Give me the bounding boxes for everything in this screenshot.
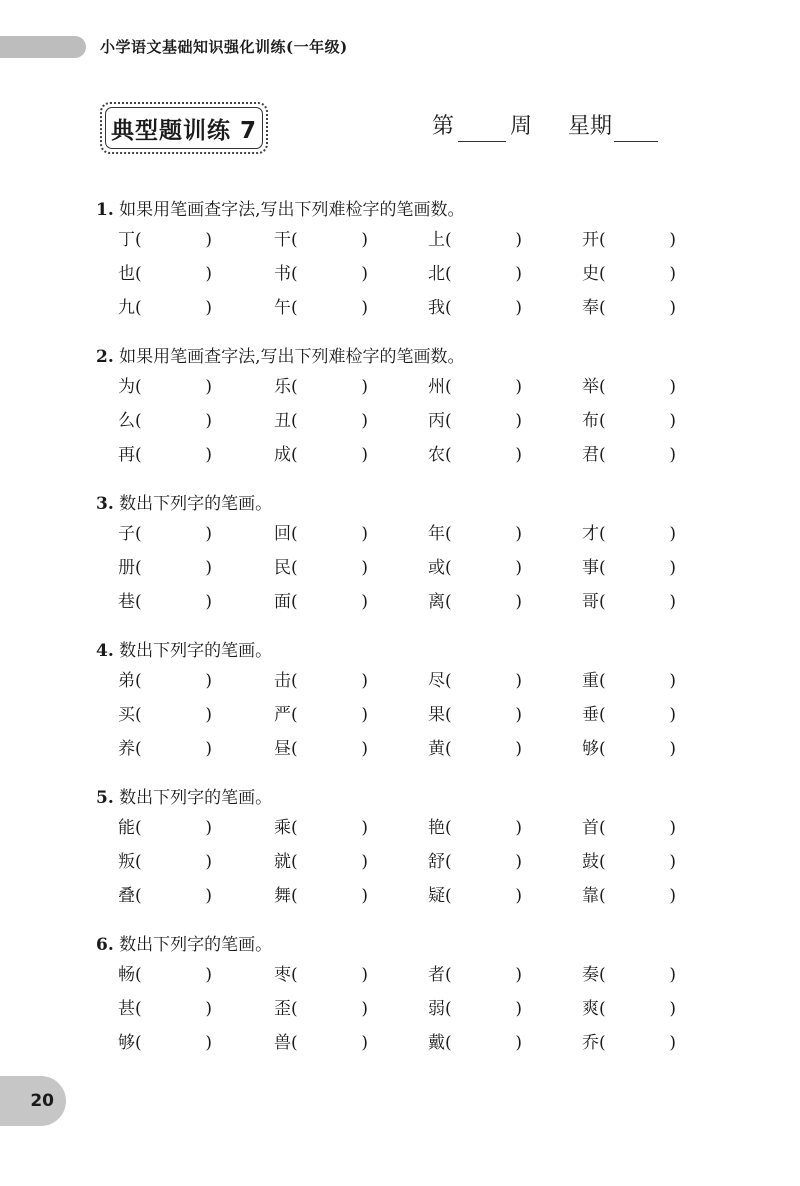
close-paren: ) [361, 230, 368, 250]
close-paren: ) [515, 1033, 522, 1053]
character-label: 么( [118, 411, 142, 431]
exercise-title-box [100, 102, 268, 154]
close-paren: ) [205, 445, 212, 465]
question-prompt [96, 639, 696, 663]
stroke-count-answer-field[interactable] [428, 703, 522, 727]
close-paren: ) [669, 739, 676, 759]
character-label: 就( [274, 852, 298, 872]
close-paren: ) [515, 524, 522, 544]
character-label: 鼓( [582, 852, 606, 872]
stroke-count-answer-field[interactable] [118, 884, 212, 908]
page-number: 20 [0, 1076, 66, 1126]
stroke-count-answer-field[interactable] [582, 590, 676, 614]
close-paren: ) [515, 445, 522, 465]
character-label: 戴( [428, 1033, 452, 1053]
question-number: 5. [96, 788, 114, 808]
stroke-count-answer-field[interactable] [274, 816, 368, 840]
stroke-count-answer-field[interactable] [428, 963, 522, 987]
close-paren: ) [205, 592, 212, 612]
character-label: 哥( [582, 592, 606, 612]
close-paren: ) [669, 411, 676, 431]
stroke-count-answer-field[interactable] [582, 409, 676, 433]
stroke-count-answer-field[interactable] [118, 703, 212, 727]
close-paren: ) [669, 852, 676, 872]
character-label: 北( [428, 264, 452, 284]
close-paren: ) [205, 264, 212, 284]
character-row [96, 403, 696, 437]
character-row [96, 663, 696, 697]
close-paren: ) [515, 965, 522, 985]
close-paren: ) [205, 558, 212, 578]
character-row [96, 878, 696, 912]
question-text: 数出下列字的笔画。 [119, 788, 273, 808]
character-label: 举( [582, 377, 606, 397]
character-row [96, 957, 696, 991]
close-paren: ) [669, 886, 676, 906]
close-paren: ) [361, 852, 368, 872]
stroke-count-answer-field[interactable] [428, 884, 522, 908]
character-label: 能( [118, 818, 142, 838]
character-row [96, 1025, 696, 1059]
character-label: 重( [582, 671, 606, 691]
close-paren: ) [515, 592, 522, 612]
character-label: 农( [428, 445, 452, 465]
character-label: 乔( [582, 1033, 606, 1053]
stroke-count-answer-field[interactable] [118, 590, 212, 614]
stroke-count-answer-field[interactable] [274, 963, 368, 987]
character-label: 巷( [118, 592, 142, 612]
close-paren: ) [205, 411, 212, 431]
close-paren: ) [669, 445, 676, 465]
character-label: 丁( [118, 230, 142, 250]
character-row [96, 991, 696, 1025]
character-row [96, 369, 696, 403]
stroke-count-answer-field[interactable] [274, 409, 368, 433]
close-paren: ) [361, 592, 368, 612]
stroke-count-answer-field[interactable] [274, 228, 368, 252]
close-paren: ) [515, 411, 522, 431]
stroke-count-answer-field[interactable] [428, 1031, 522, 1055]
stroke-count-answer-field[interactable] [582, 669, 676, 693]
stroke-count-answer-field[interactable] [274, 703, 368, 727]
character-label: 枣( [274, 965, 298, 985]
character-label: 年( [428, 524, 452, 544]
question-prompt [96, 198, 696, 222]
close-paren: ) [205, 230, 212, 250]
stroke-count-answer-field[interactable] [428, 409, 522, 433]
weekday-label: 星期 [568, 114, 613, 139]
close-paren: ) [205, 377, 212, 397]
question-number: 1. [96, 200, 114, 220]
question-1 [96, 198, 696, 324]
stroke-count-answer-field[interactable] [582, 375, 676, 399]
stroke-count-answer-field[interactable] [118, 262, 212, 286]
character-label: 离( [428, 592, 452, 612]
close-paren: ) [515, 705, 522, 725]
close-paren: ) [205, 705, 212, 725]
close-paren: ) [361, 298, 368, 318]
close-paren: ) [361, 739, 368, 759]
close-paren: ) [205, 671, 212, 691]
character-row [96, 290, 696, 324]
close-paren: ) [669, 524, 676, 544]
character-label: 事( [582, 558, 606, 578]
week-label-zhou: 周 [510, 114, 533, 139]
character-row [96, 731, 696, 765]
stroke-count-answer-field[interactable] [428, 556, 522, 580]
stroke-count-answer-field[interactable] [118, 443, 212, 467]
stroke-count-answer-field[interactable] [428, 296, 522, 320]
character-label: 上( [428, 230, 452, 250]
close-paren: ) [205, 965, 212, 985]
character-label: 乐( [274, 377, 298, 397]
stroke-count-answer-field[interactable] [428, 590, 522, 614]
question-text: 数出下列字的笔画。 [119, 935, 273, 955]
character-label: 弱( [428, 999, 452, 1019]
close-paren: ) [205, 999, 212, 1019]
stroke-count-answer-field[interactable] [118, 522, 212, 546]
week-day-line [432, 112, 658, 142]
question-3 [96, 492, 696, 618]
stroke-count-answer-field[interactable] [274, 590, 368, 614]
character-label: 子( [118, 524, 142, 544]
stroke-count-answer-field[interactable] [582, 296, 676, 320]
close-paren: ) [361, 524, 368, 544]
close-paren: ) [515, 264, 522, 284]
close-paren: ) [361, 1033, 368, 1053]
character-label: 奏( [582, 965, 606, 985]
stroke-count-answer-field[interactable] [428, 262, 522, 286]
close-paren: ) [669, 999, 676, 1019]
close-paren: ) [361, 886, 368, 906]
stroke-count-answer-field[interactable] [118, 375, 212, 399]
stroke-count-answer-field[interactable] [118, 228, 212, 252]
close-paren: ) [515, 852, 522, 872]
character-label: 或( [428, 558, 452, 578]
close-paren: ) [361, 999, 368, 1019]
close-paren: ) [669, 1033, 676, 1053]
question-number: 2. [96, 347, 114, 367]
stroke-count-answer-field[interactable] [118, 997, 212, 1021]
book-title: 小学语文基础知识强化训练(一年级) [100, 38, 348, 56]
stroke-count-answer-field[interactable] [582, 522, 676, 546]
stroke-count-answer-field[interactable] [274, 262, 368, 286]
character-label: 够( [118, 1033, 142, 1053]
stroke-count-answer-field[interactable] [118, 1031, 212, 1055]
stroke-count-answer-field[interactable] [118, 556, 212, 580]
stroke-count-answer-field[interactable] [428, 375, 522, 399]
close-paren: ) [361, 377, 368, 397]
close-paren: ) [361, 558, 368, 578]
close-paren: ) [361, 818, 368, 838]
stroke-count-answer-field[interactable] [582, 443, 676, 467]
stroke-count-answer-field[interactable] [428, 997, 522, 1021]
stroke-count-answer-field[interactable] [582, 737, 676, 761]
stroke-count-answer-field[interactable] [118, 409, 212, 433]
character-label: 才( [582, 524, 606, 544]
stroke-count-answer-field[interactable] [118, 669, 212, 693]
close-paren: ) [205, 739, 212, 759]
character-label: 首( [582, 818, 606, 838]
close-paren: ) [669, 705, 676, 725]
character-label: 严( [274, 705, 298, 725]
close-paren: ) [669, 592, 676, 612]
character-label: 九( [118, 298, 142, 318]
stroke-count-answer-field[interactable] [118, 296, 212, 320]
close-paren: ) [515, 298, 522, 318]
close-paren: ) [361, 705, 368, 725]
stroke-count-answer-field[interactable] [274, 737, 368, 761]
close-paren: ) [669, 298, 676, 318]
stroke-count-answer-field[interactable] [274, 669, 368, 693]
question-2 [96, 345, 696, 471]
character-label: 舒( [428, 852, 452, 872]
stroke-count-answer-field[interactable] [118, 816, 212, 840]
close-paren: ) [515, 558, 522, 578]
exercise-title: 典型题训练 7 [110, 117, 257, 144]
question-text: 如果用笔画查字法,写出下列难检字的笔画数。 [119, 347, 465, 367]
week-label-di: 第 [432, 114, 455, 139]
stroke-count-answer-field[interactable] [274, 296, 368, 320]
close-paren: ) [205, 886, 212, 906]
stroke-count-answer-field[interactable] [582, 816, 676, 840]
close-paren: ) [515, 886, 522, 906]
stroke-count-answer-field[interactable] [274, 522, 368, 546]
character-label: 尽( [428, 671, 452, 691]
character-label: 靠( [582, 886, 606, 906]
header-tab-decoration [0, 36, 86, 58]
close-paren: ) [669, 264, 676, 284]
character-label: 民( [274, 558, 298, 578]
character-label: 书( [274, 264, 298, 284]
stroke-count-answer-field[interactable] [582, 850, 676, 874]
character-label: 者( [428, 965, 452, 985]
character-label: 昼( [274, 739, 298, 759]
question-5 [96, 786, 696, 912]
stroke-count-answer-field[interactable] [582, 963, 676, 987]
character-row [96, 550, 696, 584]
character-label: 兽( [274, 1033, 298, 1053]
character-row [96, 697, 696, 731]
character-label: 丙( [428, 411, 452, 431]
stroke-count-answer-field[interactable] [274, 997, 368, 1021]
stroke-count-answer-field[interactable] [582, 1031, 676, 1055]
question-prompt [96, 933, 696, 957]
question-text: 数出下列字的笔画。 [119, 494, 273, 514]
stroke-count-answer-field[interactable] [428, 669, 522, 693]
question-prompt [96, 786, 696, 810]
character-label: 舞( [274, 886, 298, 906]
stroke-count-answer-field[interactable] [428, 737, 522, 761]
character-label: 畅( [118, 965, 142, 985]
character-label: 干( [274, 230, 298, 250]
stroke-count-answer-field[interactable] [582, 703, 676, 727]
question-text: 数出下列字的笔画。 [119, 641, 273, 661]
character-row [96, 844, 696, 878]
stroke-count-answer-field[interactable] [118, 850, 212, 874]
character-label: 黄( [428, 739, 452, 759]
close-paren: ) [669, 671, 676, 691]
character-row [96, 256, 696, 290]
character-label: 布( [582, 411, 606, 431]
character-label: 击( [274, 671, 298, 691]
character-label: 午( [274, 298, 298, 318]
stroke-count-answer-field[interactable] [428, 443, 522, 467]
character-label: 爽( [582, 999, 606, 1019]
character-label: 够( [582, 739, 606, 759]
close-paren: ) [361, 671, 368, 691]
stroke-count-answer-field[interactable] [582, 997, 676, 1021]
close-paren: ) [205, 852, 212, 872]
character-label: 也( [118, 264, 142, 284]
close-paren: ) [515, 377, 522, 397]
character-label: 疑( [428, 886, 452, 906]
close-paren: ) [205, 298, 212, 318]
close-paren: ) [669, 558, 676, 578]
character-label: 歪( [274, 999, 298, 1019]
close-paren: ) [361, 445, 368, 465]
stroke-count-answer-field[interactable] [274, 556, 368, 580]
stroke-count-answer-field[interactable] [118, 737, 212, 761]
close-paren: ) [669, 230, 676, 250]
character-label: 奉( [582, 298, 606, 318]
close-paren: ) [515, 230, 522, 250]
character-label: 弟( [118, 671, 142, 691]
question-prompt [96, 345, 696, 369]
character-row [96, 516, 696, 550]
close-paren: ) [515, 999, 522, 1019]
character-label: 养( [118, 739, 142, 759]
close-paren: ) [515, 671, 522, 691]
character-label: 丑( [274, 411, 298, 431]
close-paren: ) [361, 965, 368, 985]
stroke-count-answer-field[interactable] [274, 850, 368, 874]
question-4 [96, 639, 696, 765]
character-label: 叛( [118, 852, 142, 872]
character-label: 成( [274, 445, 298, 465]
stroke-count-answer-field[interactable] [274, 884, 368, 908]
character-row [96, 222, 696, 256]
week-number-blank[interactable] [458, 119, 506, 142]
character-label: 垂( [582, 705, 606, 725]
stroke-count-answer-field[interactable] [274, 1031, 368, 1055]
character-label: 开( [582, 230, 606, 250]
close-paren: ) [669, 818, 676, 838]
question-6 [96, 933, 696, 1059]
character-label: 买( [118, 705, 142, 725]
close-paren: ) [205, 1033, 212, 1053]
question-prompt [96, 492, 696, 516]
character-label: 果( [428, 705, 452, 725]
question-number: 3. [96, 494, 114, 514]
stroke-count-answer-field[interactable] [582, 884, 676, 908]
close-paren: ) [669, 377, 676, 397]
character-label: 面( [274, 592, 298, 612]
stroke-count-answer-field[interactable] [428, 850, 522, 874]
stroke-count-answer-field[interactable] [582, 228, 676, 252]
character-label: 史( [582, 264, 606, 284]
stroke-count-answer-field[interactable] [428, 816, 522, 840]
character-label: 我( [428, 298, 452, 318]
close-paren: ) [515, 739, 522, 759]
character-label: 册( [118, 558, 142, 578]
close-paren: ) [205, 524, 212, 544]
question-number: 4. [96, 641, 114, 661]
close-paren: ) [361, 264, 368, 284]
character-label: 君( [582, 445, 606, 465]
close-paren: ) [515, 818, 522, 838]
question-text: 如果用笔画查字法,写出下列难检字的笔画数。 [119, 200, 465, 220]
stroke-count-answer-field[interactable] [582, 556, 676, 580]
stroke-count-answer-field[interactable] [428, 522, 522, 546]
weekday-blank[interactable] [614, 119, 658, 142]
close-paren: ) [669, 965, 676, 985]
stroke-count-answer-field[interactable] [582, 262, 676, 286]
stroke-count-answer-field[interactable] [274, 375, 368, 399]
character-label: 甚( [118, 999, 142, 1019]
close-paren: ) [361, 411, 368, 431]
character-label: 为( [118, 377, 142, 397]
character-label: 再( [118, 445, 142, 465]
character-label: 叠( [118, 886, 142, 906]
question-number: 6. [96, 935, 114, 955]
character-label: 艳( [428, 818, 452, 838]
character-label: 回( [274, 524, 298, 544]
character-row [96, 584, 696, 618]
character-label: 乘( [274, 818, 298, 838]
character-label: 州( [428, 377, 452, 397]
stroke-count-answer-field[interactable] [428, 228, 522, 252]
character-row [96, 437, 696, 471]
close-paren: ) [205, 818, 212, 838]
stroke-count-answer-field[interactable] [118, 963, 212, 987]
stroke-count-answer-field[interactable] [274, 443, 368, 467]
character-row [96, 810, 696, 844]
